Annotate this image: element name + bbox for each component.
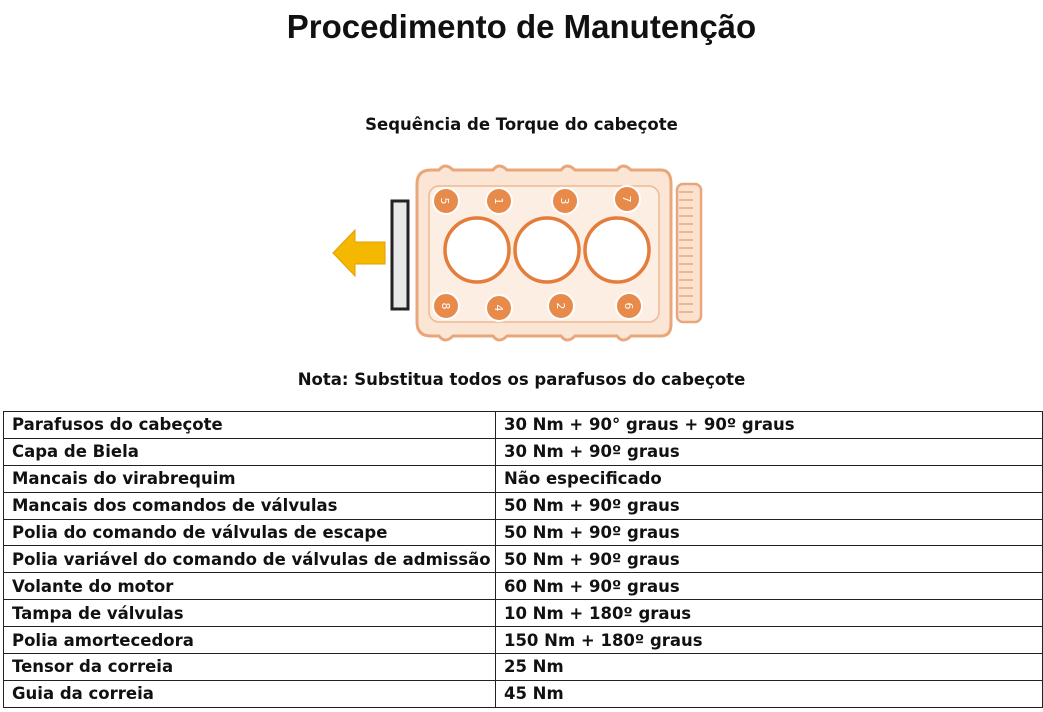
- bolt-marker: [552, 188, 578, 214]
- bolt-marker: [486, 295, 512, 321]
- bolt-number: 1: [492, 197, 505, 205]
- bolt-marker: [548, 293, 574, 319]
- table-cell-item: Polia variável do comando de válvulas de admissão: [4, 546, 496, 573]
- table-cell-item: Parafusos do cabeçote: [4, 412, 496, 439]
- bolt-number: 3: [558, 197, 571, 205]
- cylinder-bore: [585, 218, 649, 282]
- bolt-marker: [614, 186, 640, 212]
- table-row: [4, 600, 1043, 627]
- table-cell-value: 50 Nm + 90º graus: [495, 519, 1042, 546]
- table-row: [4, 680, 1043, 707]
- table-row: [4, 627, 1043, 654]
- table-cell-item: Capa de Biela: [4, 438, 496, 465]
- table-row: [4, 519, 1043, 546]
- torque-spec-table: [3, 411, 1043, 708]
- table-cell-value: Não especificado: [495, 465, 1042, 492]
- table-row: [4, 412, 1043, 439]
- table-cell-item: Polia amortecedora: [4, 627, 496, 654]
- bolt-number: 6: [622, 302, 635, 310]
- table-cell-value: 25 Nm: [495, 654, 1042, 681]
- table-row: [4, 546, 1043, 573]
- bolt-number: 4: [492, 304, 505, 312]
- table-cell-item: Volante do motor: [4, 573, 496, 600]
- replacement-note: Nota: Substitua todos os parafusos do cabeçote: [297, 370, 746, 389]
- table-cell-value: 50 Nm + 90º graus: [495, 492, 1042, 519]
- bolt-number: 5: [438, 197, 451, 205]
- table-cell-value: 50 Nm + 90º graus: [495, 546, 1042, 573]
- table-cell-item: Tensor da correia: [4, 654, 496, 681]
- table-cell-value: 30 Nm + 90º graus: [495, 438, 1042, 465]
- bolt-number: 8: [439, 302, 452, 310]
- cylinder-head-torque-diagram: [325, 160, 715, 345]
- table-cell-value: 30 Nm + 90° graus + 90º graus: [495, 412, 1042, 439]
- table-cell-item: Polia do comando de válvulas de escape: [4, 519, 496, 546]
- table-cell-item: Tampa de válvulas: [4, 600, 496, 627]
- table-row: [4, 654, 1043, 681]
- bolt-marker: [486, 188, 512, 214]
- table-cell-value: 60 Nm + 90º graus: [495, 573, 1042, 600]
- cylinder-bore: [515, 218, 579, 282]
- table-row: [4, 492, 1043, 519]
- bolt-marker: [433, 293, 459, 319]
- table-cell-value: 45 Nm: [495, 680, 1042, 707]
- end-plate: [392, 201, 408, 309]
- figure-caption: Sequência de Torque do cabeçote: [365, 115, 678, 134]
- page-title: Procedimento de Manutenção: [286, 8, 757, 45]
- cylinder-bore: [445, 218, 509, 282]
- table-cell-item: Mancais do virabrequim: [4, 465, 496, 492]
- table-row: [4, 573, 1043, 600]
- arrow-left-icon: [333, 230, 385, 276]
- timing-gear: [677, 184, 701, 322]
- bolt-number: 2: [554, 302, 567, 310]
- table-cell-value: 150 Nm + 180º graus: [495, 627, 1042, 654]
- bolt-marker: [433, 188, 459, 214]
- table-cell-item: Guia da correia: [4, 680, 496, 707]
- bolt-number: 7: [620, 195, 633, 203]
- table-row: [4, 438, 1043, 465]
- table-cell-item: Mancais dos comandos de válvulas: [4, 492, 496, 519]
- table-cell-value: 10 Nm + 180º graus: [495, 600, 1042, 627]
- bolt-marker: [616, 293, 642, 319]
- table-row: [4, 465, 1043, 492]
